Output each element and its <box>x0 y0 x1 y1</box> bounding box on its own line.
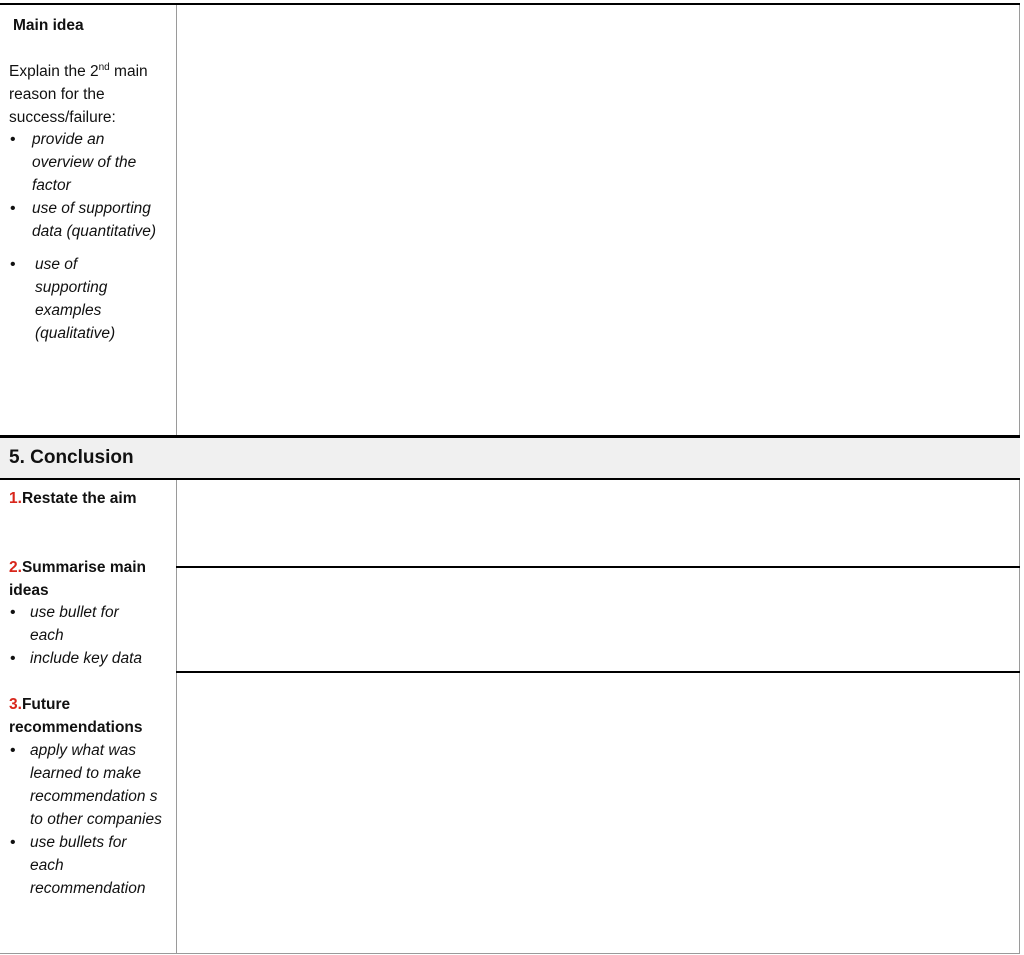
row-divider-2 <box>176 671 1020 673</box>
list-item: • provide an overview of the factor <box>8 128 168 197</box>
list-item: • use of supporting data (quantitative) <box>8 197 168 243</box>
list-item: • use bullet for each <box>8 601 174 647</box>
row-divider-1 <box>176 566 1020 568</box>
bottom-border <box>0 953 1020 954</box>
list-item: • include key data <box>8 647 174 670</box>
top-border <box>0 3 1020 5</box>
section-bottom-border <box>0 478 1020 480</box>
section-header-bar <box>0 438 1020 478</box>
right-border-upper <box>1019 5 1020 436</box>
conclusion-item-3: 3.Future recommendations <box>9 696 143 736</box>
list-item: • use bullets for each recommendation <box>8 831 168 900</box>
column-divider-upper <box>176 5 177 436</box>
list-item: • use of supporting examples (qualitative) <box>8 253 168 345</box>
column-divider-lower <box>176 480 177 954</box>
conclusion-item-1: 1.Restate the aim <box>9 490 137 507</box>
section-title: 5. Conclusion <box>9 447 134 468</box>
main-idea-instruction: Explain the 2nd main reason for the success/failure: <box>9 61 148 126</box>
conclusion-item-2: 2.Summarise main ideas <box>9 559 146 599</box>
main-idea-bullets <box>8 128 168 345</box>
conclusion-item-3-bullets <box>8 739 168 900</box>
main-idea-heading: Main idea <box>13 17 84 34</box>
conclusion-item-2-bullets <box>8 601 174 670</box>
list-item: • apply what was learned to make recommendation s to other companies <box>8 739 168 831</box>
right-border-lower <box>1019 480 1020 954</box>
